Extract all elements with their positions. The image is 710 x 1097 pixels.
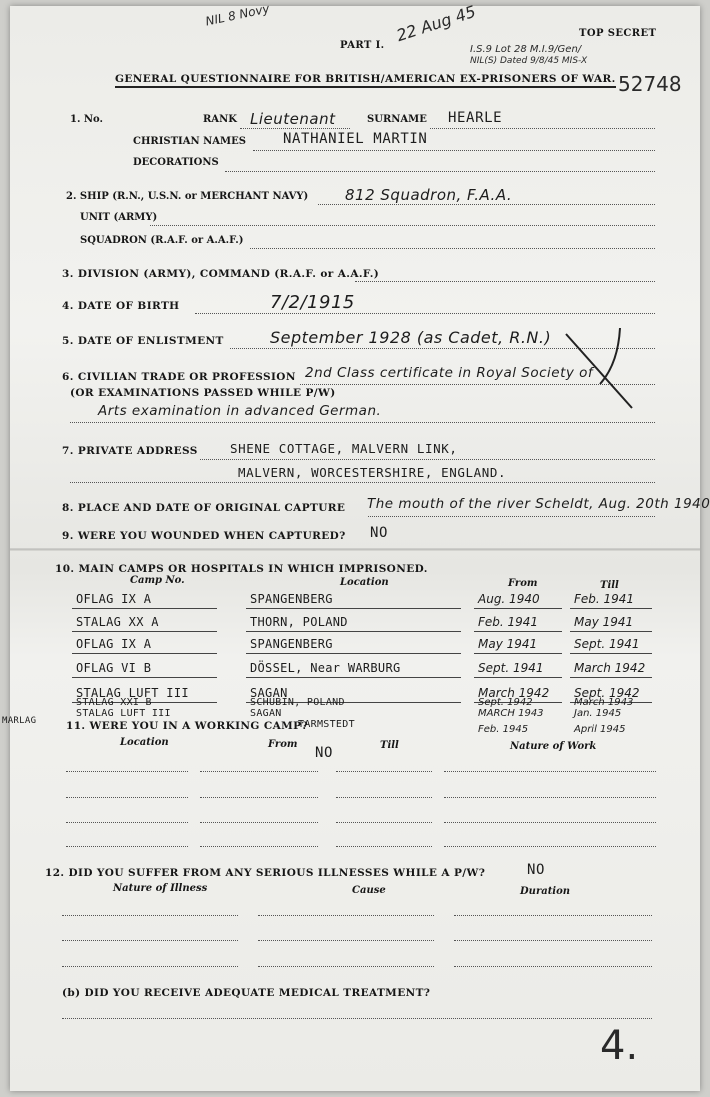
camp-underline [570,677,652,678]
camp-cell: THORN, POLAND [250,615,348,629]
camp-cell: May 1941 [478,637,538,651]
camp-cell: OFLAG IX A [76,637,152,651]
place-of-capture-label: 8. PLACE AND DATE OF ORIGINAL CAPTURE [62,502,346,514]
part-label: PART I. [340,40,385,51]
blank-line [66,822,188,823]
blank-line [444,771,656,772]
reference-line: I.S.9 Lot 28 M.I.9/Gen/ [470,44,582,55]
camp-cell: Sept. 1941 [478,661,544,675]
blank-line [454,915,652,916]
surname-value: HEARLE [448,110,503,126]
blank-line [444,822,656,823]
camp-cell: DÖSSEL, Near WARBURG [250,661,401,675]
camp-cell: SPANGENBERG [250,637,333,651]
camp-cell: March 1943 [574,697,634,708]
unit-label: UNIT (ARMY) [80,212,158,223]
rank-value: Lieutenant [250,110,336,128]
squadron-label: SQUADRON (R.A.F. or A.A.F.) [80,235,244,246]
camp-cell: SPANGENBERG [250,592,333,606]
blank-line [200,822,318,823]
camp-cell: March 1942 [574,661,646,675]
camp-cell: STALAG XXI B [76,697,152,708]
illness-label: 12. DID YOU SUFFER FROM ANY SERIOUS ILLNESSES WHILE A P/W? [45,867,486,879]
page-number: 4. [600,1023,639,1069]
paper-fold [10,548,700,551]
date-scribble: 22 Aug 45 [394,1,479,46]
blank-line [336,822,432,823]
work-from-header: From [268,739,298,750]
blank-line [66,846,188,847]
blank-line [200,771,318,772]
work-till-header: Till [380,740,399,751]
camp-underline [570,608,652,609]
medical-treatment-label: (b) DID YOU RECEIVE ADEQUATE MEDICAL TREATMENT? [62,987,431,999]
illness-value: NO [527,862,546,878]
camp-underline [570,653,652,654]
till-header: Till [600,580,619,591]
exams-value: Arts examination in advanced German. [98,403,382,419]
camp-underline [246,608,461,609]
camp-underline [246,631,461,632]
camp-cell: May 1941 [574,615,634,629]
form-number: 52748 [618,72,682,96]
ship-label: 2. SHIP (R.N., U.S.N. or MERCHANT NAVY) [66,191,309,202]
camp-cell: March 1942 [478,686,550,700]
scribble-note: NIL 8 Novy [204,1,271,29]
camp-cell: MARCH 1943 [478,708,544,719]
place-of-capture-value: The mouth of the river Scheldt, Aug. 20th 1940 [367,496,710,512]
blank-line [444,797,656,798]
camp-underline [474,608,562,609]
camp-underline [474,677,562,678]
address-line-2: MALVERN, WORCESTERSHIRE, ENGLAND. [238,465,507,480]
camp-cell: SAGAN [250,686,288,700]
working-camp-label: 11. WERE YOU IN A WORKING CAMP? [66,720,309,732]
ship-value: 812 Squadron, F.A.A. [345,186,513,204]
illness-cause-header: Cause [352,885,386,896]
blank-line [336,846,432,847]
blank-line [200,846,318,847]
christian-names-value: NATHANIEL MARTIN [283,131,428,147]
blank-line [258,940,434,941]
camp-no-header: Camp No. [130,575,185,586]
reference-line-2: NIL(S) Dated 9/8/45 MIS-X [470,56,588,66]
illness-nature-header: Nature of Illness [113,883,208,894]
civilian-trade-label: 6. CIVILIAN TRADE OR PROFESSION [62,371,296,383]
camp-cell: Sept. 1942 [478,697,533,708]
rank-label: RANK [203,114,237,125]
camp-cell: SAGAN [250,708,282,719]
blank-line [258,966,434,967]
camp-cell: April 1945 [574,724,626,735]
form-title: GENERAL QUESTIONNAIRE FOR BRITISH/AMERICAN EX-PRISONERS OF WAR. [115,73,616,88]
division-label: 3. DIVISION (ARMY), COMMAND (R.A.F. or A.A.F.) [62,268,380,280]
camp-underline [474,631,562,632]
location-header: Location [340,577,389,588]
camp-cell: Aug. 1940 [478,592,540,606]
wounded-label: 9. WERE YOU WOUNDED WHEN CAPTURED? [62,530,346,542]
q1-number-label: 1. No. [70,114,104,125]
work-location-header: Location [120,737,169,748]
cross-out-mark [560,324,640,414]
camp-cell: OFLAG IX A [76,592,152,606]
blank-line [200,797,318,798]
camp-cell: Jan. 1945 [574,708,622,719]
wounded-value: NO [370,525,389,541]
camp-underline [570,631,652,632]
camp-underline [474,653,562,654]
camp-cell: Sept. 1942 [574,686,640,700]
camp-cell: STALAG LUFT III [76,708,171,719]
camp-underline [72,653,217,654]
blank-line [62,966,238,967]
working-camp-value: NO [315,745,334,761]
camp-underline [246,677,461,678]
camp-underline [246,653,461,654]
date-of-enlistment-label: 5. DATE OF ENLISTMENT [62,335,224,347]
blank-line [66,771,188,772]
date-of-enlistment-value: September 1928 (as Cadet, R.N.) [270,328,552,347]
camp-cell: STALAG XX A [76,615,159,629]
camp-underline [72,608,217,609]
blank-line [336,771,432,772]
blank-line [258,915,434,916]
camp-cell: Feb. 1941 [478,615,539,629]
exams-passed-label: (OR EXAMINATIONS PASSED WHILE P/W) [70,387,336,399]
camp-cell: SCHUBIN, POLAND [250,697,345,708]
date-of-birth-label: 4. DATE OF BIRTH [62,300,180,312]
civilian-trade-value: 2nd Class certificate in Royal Society of [305,365,594,381]
camp-underline [72,631,217,632]
date-of-birth-value: 7/2/1915 [270,292,355,313]
private-address-label: 7. PRIVATE ADDRESS [62,445,198,457]
work-nature-header: Nature of Work [510,741,597,752]
camp-cell: Feb. 1941 [574,592,635,606]
christian-names-label: CHRISTIAN NAMES [133,136,246,147]
blank-line [444,846,656,847]
camp-cell: MARLAG [2,716,37,726]
camp-underline [72,677,217,678]
blank-line [336,797,432,798]
camp-cell: OFLAG VI B [76,661,152,675]
address-line-1: SHENE COTTAGE, MALVERN LINK, [230,441,458,456]
blank-line [454,966,652,967]
camp-cell: TARMSTEDT [298,719,355,730]
camp-cell: Sept. 1941 [574,637,640,651]
blank-line [454,940,652,941]
blank-line [62,940,238,941]
illness-duration-header: Duration [520,886,571,897]
camp-cell: Feb. 1945 [478,724,529,735]
blank-line [62,915,238,916]
decorations-label: DECORATIONS [133,157,219,168]
from-header: From [508,578,538,589]
camp-cell: STALAG LUFT III [76,686,189,700]
camps-label: 10. MAIN CAMPS OR HOSPITALS IN WHICH IMPRISONED. [55,563,428,575]
surname-label: SURNAME [367,114,427,125]
blank-line [66,797,188,798]
top-secret-label: TOP SECRET [579,28,657,39]
